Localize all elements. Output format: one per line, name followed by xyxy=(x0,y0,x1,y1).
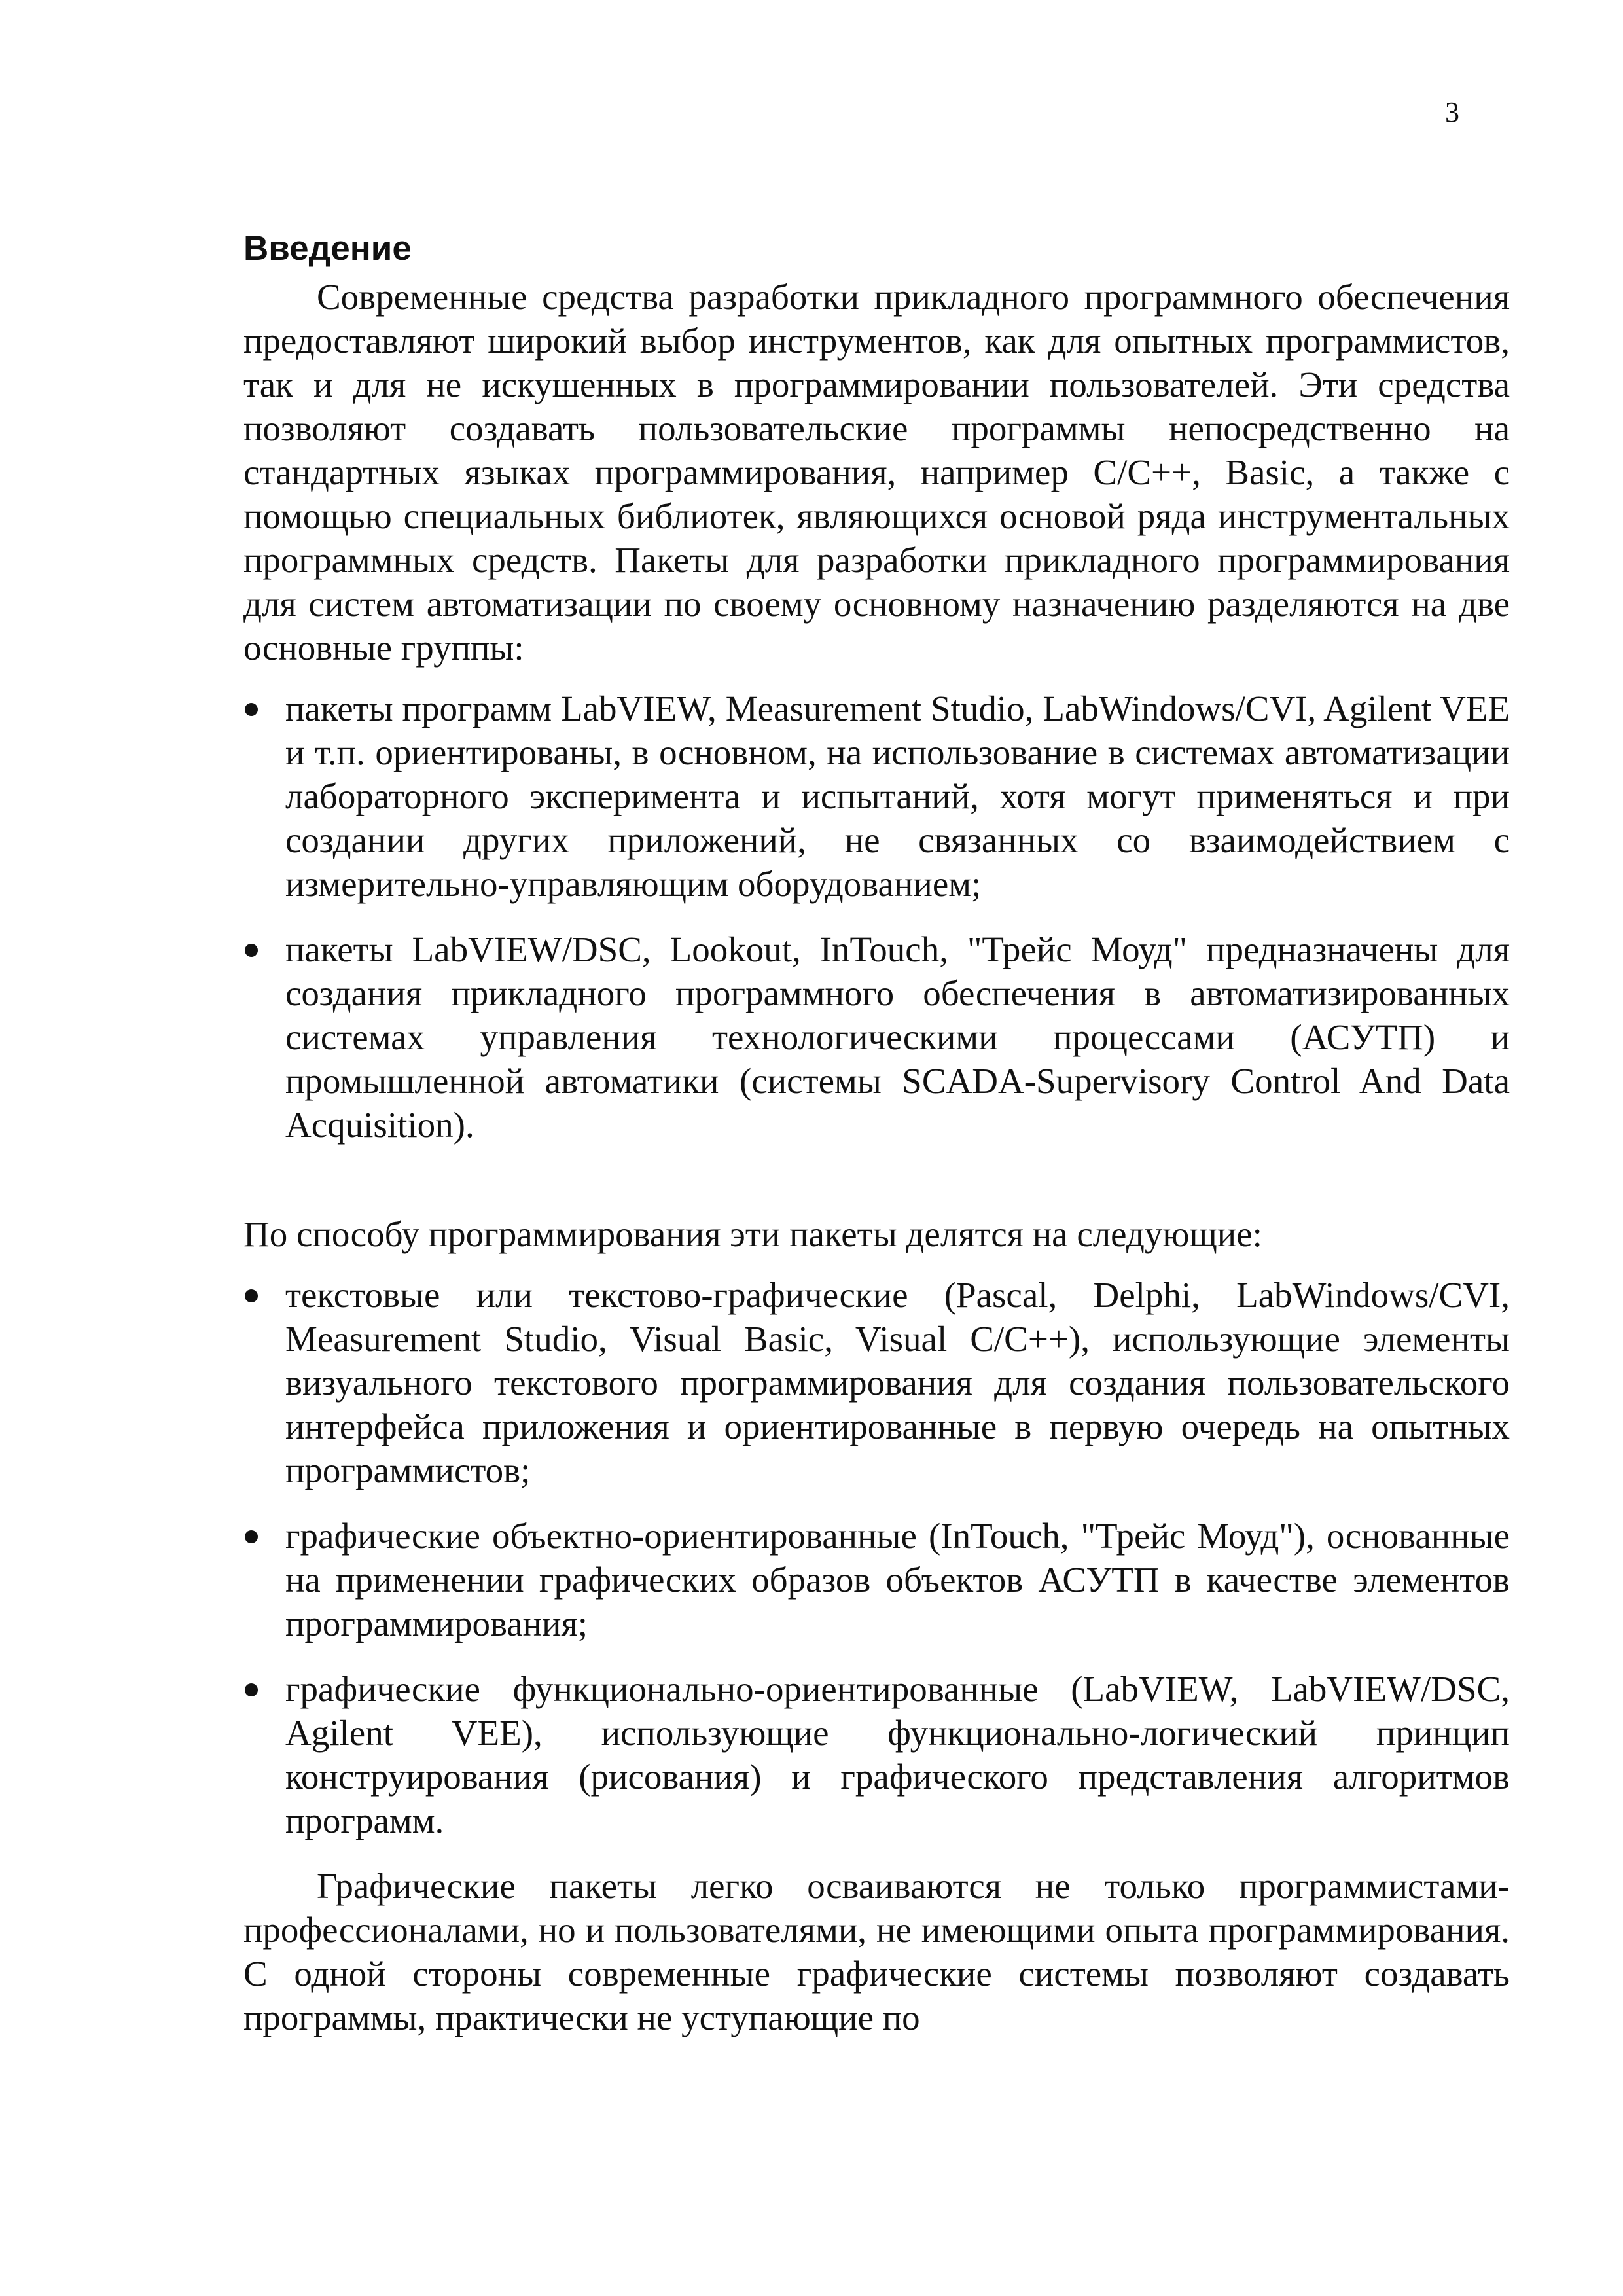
bullet-icon xyxy=(245,703,258,716)
list-item xyxy=(243,1273,1510,1492)
intro-paragraph: Современные средства разработки прикладного программного обеспечения предоставляют широкий выбор инструментов, как для опытных программистов, так и для не искушенных в программировании пользователей. Эти средства позволяют создавать пользовательские программы непосредственно на стандартных языках программирования, например C/C++, Basic, а также с помощью специальных библиотек, являющихся основой ряда инструментальных программных средств. Пакеты для разработки прикладного программирования для систем автоматизации по своему основному назначению разделяются на две основные группы: xyxy=(243,277,1510,668)
document-body xyxy=(243,223,1510,2039)
bullet-icon xyxy=(245,1530,258,1543)
list-item-text: графические объектно-ориентированные (InTouch, "Трейс Моуд"), основанные на применении графических образов объектов АСУТП в качестве элементов программирования; xyxy=(285,1516,1510,1643)
methods-intro-paragraph: По способу программирования эти пакеты делятся на следующие: xyxy=(243,1214,1262,1254)
list-item-text: текстовые или текстово-графические (Pascal, Delphi, LabWindows/CVI, Measurement Studio, Visual Basic, Visual C/C++), использующие элементы визуального текстового программирования для создания пользовательского интерфейса приложения и ориентированные в первую очередь на опытных программистов; xyxy=(285,1275,1510,1490)
bullet-icon xyxy=(245,1289,258,1302)
list-item xyxy=(243,1667,1510,1842)
list-item-text: пакеты программ LabVIEW, Measurement Studio, LabWindows/CVI, Agilent VEE и т.п. ориентированы, в основном, на использование в системах автоматизации лабораторного эксперимента и испытаний, хотя могут применяться и при создании других приложений, не связанных со взаимодействием с измерительно-управляющим оборудованием; xyxy=(285,689,1510,904)
list-item xyxy=(243,687,1510,906)
list-item xyxy=(243,927,1510,1147)
page-number: 3 xyxy=(1445,96,1459,128)
list-item xyxy=(243,1514,1510,1645)
list-item-text: графические функционально-ориентированные (LabVIEW, LabVIEW/DSC, Agilent VEE), использующие функционально-логический принцип конструирования (рисования) и графического представления алгоритмов программ. xyxy=(285,1669,1510,1840)
package-groups-list xyxy=(243,687,1510,1147)
section-title: Введение xyxy=(243,229,412,268)
bullet-icon xyxy=(245,944,258,957)
programming-methods-list xyxy=(243,1273,1510,1842)
closing-paragraph: Графические пакеты легко осваиваются не только программистами-профессионалами, но и пользователями, не имеющими опыта программирования. С одной стороны современные графические системы позволяют создавать программы, практически не уступающие по xyxy=(243,1866,1510,2037)
list-item-text: пакеты LabVIEW/DSC, Lookout, InTouch, "Трейс Моуд" предназначены для создания прикладного программного обеспечения в автоматизированных системах управления технологическими процессами (АСУТП) и промышленной автоматики (системы SCADA-Supervisory Control And Data Acquisition). xyxy=(285,929,1510,1145)
bullet-icon xyxy=(245,1683,258,1696)
